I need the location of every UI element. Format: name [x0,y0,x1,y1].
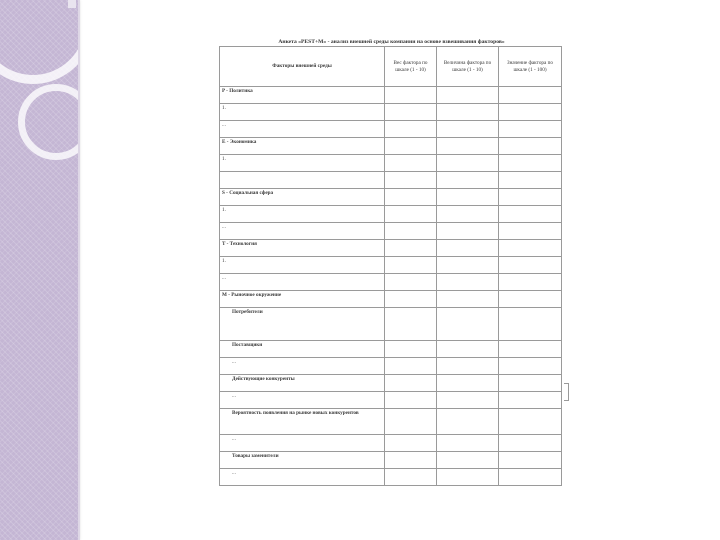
cell-value[interactable] [499,452,562,469]
cell-weight[interactable] [385,223,437,240]
cell-weight[interactable] [385,452,437,469]
cell-impact[interactable] [437,409,499,435]
cell-impact[interactable] [437,274,499,291]
cell-impact[interactable] [437,87,499,104]
cell-value[interactable] [499,291,562,308]
table-row [220,375,562,392]
cell-impact[interactable] [437,358,499,375]
cell-weight[interactable] [385,341,437,358]
row-label: Действующие конкуренты [220,375,385,392]
cell-value[interactable] [499,375,562,392]
cell-value[interactable] [499,358,562,375]
table-row [220,87,562,104]
cell-value[interactable] [499,138,562,155]
row-label: ... [220,469,385,486]
cell-impact[interactable] [437,341,499,358]
header-factor: Факторы внешней среды [220,47,385,87]
table-row [220,206,562,223]
row-label: ... [220,274,385,291]
cell-weight[interactable] [385,189,437,206]
cell-value[interactable] [499,435,562,452]
decorative-side-panel [0,0,78,540]
table-border-fragment [564,383,569,401]
cell-impact[interactable] [437,189,499,206]
cell-impact[interactable] [437,155,499,172]
table-row [220,452,562,469]
cell-weight[interactable] [385,308,437,341]
row-label: 1. [220,257,385,274]
cell-value[interactable] [499,274,562,291]
table-row [220,257,562,274]
cell-value[interactable] [499,189,562,206]
cell-weight[interactable] [385,409,437,435]
table-row [220,104,562,121]
row-label: Поставщики [220,341,385,358]
table-row [220,155,562,172]
cell-impact[interactable] [437,104,499,121]
cell-value[interactable] [499,206,562,223]
table-row [220,341,562,358]
cell-impact[interactable] [437,172,499,189]
cell-value[interactable] [499,121,562,138]
pest-table [219,46,562,486]
cell-weight[interactable] [385,104,437,121]
cell-weight[interactable] [385,87,437,104]
cell-value[interactable] [499,257,562,274]
row-label: E - Экономика [220,138,385,155]
row-label: M - Рыночное окружение [220,291,385,308]
cell-value[interactable] [499,240,562,257]
cell-weight[interactable] [385,155,437,172]
row-label [220,172,385,189]
cell-weight[interactable] [385,121,437,138]
cell-impact[interactable] [437,469,499,486]
row-label: ... [220,223,385,240]
cell-impact[interactable] [437,223,499,240]
cell-impact[interactable] [437,452,499,469]
cell-value[interactable] [499,155,562,172]
row-label: 1. [220,104,385,121]
header-value: Значение фактора по шкале (1 - 100) [499,47,562,87]
cell-weight[interactable] [385,257,437,274]
cell-weight[interactable] [385,375,437,392]
cell-weight[interactable] [385,435,437,452]
cell-impact[interactable] [437,206,499,223]
table-row [220,435,562,452]
table-row [220,409,562,435]
cell-impact[interactable] [437,240,499,257]
cell-impact[interactable] [437,291,499,308]
table-row [220,138,562,155]
header-row [220,47,562,87]
cell-weight[interactable] [385,206,437,223]
cell-weight[interactable] [385,274,437,291]
cell-impact[interactable] [437,121,499,138]
panel-edge [78,0,80,540]
cell-value[interactable] [499,104,562,121]
decorative-ring-small [18,84,78,160]
cell-impact[interactable] [437,257,499,274]
cell-impact[interactable] [437,138,499,155]
cell-value[interactable] [499,341,562,358]
row-label: Вероятность появления на рынке новых конкурентов [220,409,385,435]
table-row [220,121,562,138]
cell-impact[interactable] [437,435,499,452]
cell-impact[interactable] [437,392,499,409]
cell-weight[interactable] [385,138,437,155]
row-label: 1. [220,206,385,223]
cell-value[interactable] [499,409,562,435]
cell-impact[interactable] [437,308,499,341]
decorative-corner-mark [68,0,76,8]
cell-value[interactable] [499,223,562,240]
row-label: ... [220,358,385,375]
cell-weight[interactable] [385,358,437,375]
table-row [220,274,562,291]
cell-weight[interactable] [385,469,437,486]
cell-weight[interactable] [385,291,437,308]
table-row [220,358,562,375]
table-row [220,469,562,486]
document-title: Анкета «PEST+М» - анализ внешней среды компании на основе взвешивания факторов» [278,39,505,45]
table-row [220,291,562,308]
table-row [220,240,562,257]
cell-value[interactable] [499,172,562,189]
cell-value[interactable] [499,392,562,409]
cell-weight[interactable] [385,392,437,409]
row-label: 1. [220,155,385,172]
row-label: ... [220,435,385,452]
row-label: Потребители [220,308,385,341]
cell-weight[interactable] [385,240,437,257]
row-label: P - Политика [220,87,385,104]
table-row [220,308,562,341]
table-row [220,392,562,409]
questionnaire-document [219,38,564,486]
cell-weight[interactable] [385,172,437,189]
row-label: ... [220,121,385,138]
cell-impact[interactable] [437,375,499,392]
cell-value[interactable] [499,308,562,341]
table-row [220,189,562,206]
header-impact: Величина фактора по шкале (1 - 10) [437,47,499,87]
row-label: S - Социальная сфера [220,189,385,206]
table-row [220,223,562,240]
decorative-ring-large [0,0,78,84]
cell-value[interactable] [499,87,562,104]
cell-value[interactable] [499,469,562,486]
row-label: Товары заменители [220,452,385,469]
header-weight: Вес фактора по шкале (1 - 10) [385,47,437,87]
row-label: T - Технология [220,240,385,257]
table-row [220,172,562,189]
row-label: ... [220,392,385,409]
